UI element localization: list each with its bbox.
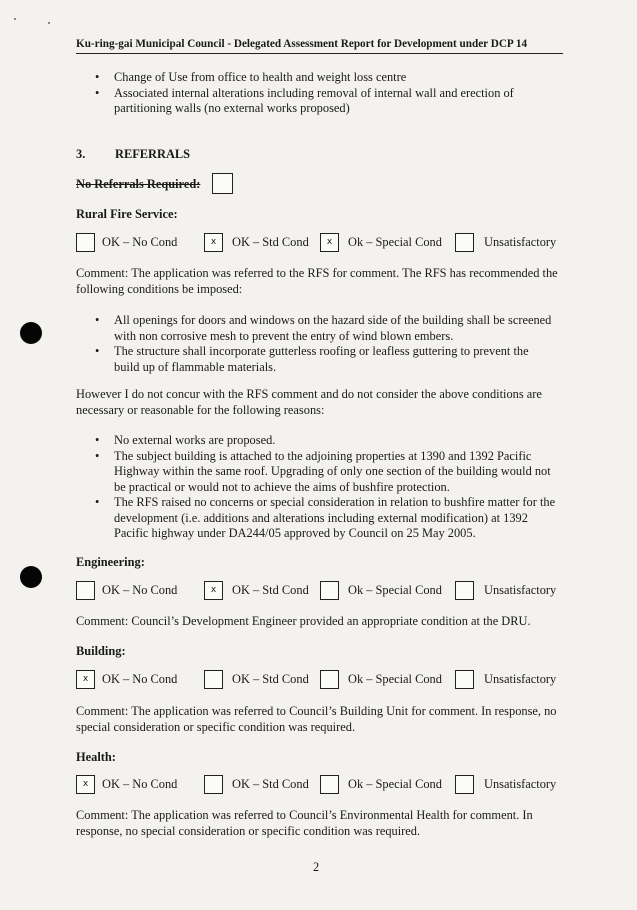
rfs-disagree-text: However I do not concur with the RFS comment and do not consider the above conditions are necessary or reasonable for the following reasons:	[76, 387, 542, 417]
engineering-ok-std-cond-checkbox[interactable]	[204, 581, 223, 600]
intro-bullet-list	[76, 70, 566, 117]
building-unsatisfactory-checkbox[interactable]	[455, 670, 474, 689]
rfs-ok-no-cond-checkbox[interactable]	[76, 233, 95, 252]
engineering-comment: Comment: Council’s Development Engineer provided an appropriate condition at the DRU.	[76, 614, 531, 628]
check-mark: x	[210, 585, 217, 595]
building-ok-special-cond-checkbox[interactable]	[320, 670, 339, 689]
check-mark: x	[82, 779, 89, 789]
building-ok-no-cond-checkbox[interactable]	[76, 670, 95, 689]
check-mark: x	[326, 237, 333, 247]
rfs-checkbox-row	[76, 233, 566, 255]
rfs-ok-special-cond-label: Ok – Special Cond	[348, 235, 442, 249]
health-ok-no-cond-checkbox[interactable]	[76, 775, 95, 794]
rfs-unsatisfactory-label: Unsatisfactory	[484, 235, 557, 249]
list-item: • No external works are proposed.	[95, 433, 276, 447]
building-ok-special-cond-label: Ok – Special Cond	[348, 672, 442, 686]
punch-hole	[20, 566, 42, 588]
list-item: • Change of Use from office to health and weight loss centre	[95, 70, 407, 84]
health-unsatisfactory-checkbox[interactable]	[455, 775, 474, 794]
health-ok-special-cond-label: Ok – Special Cond	[348, 777, 442, 791]
list-item: • The subject building is attached to the adjoining properties at 1390 and 1392 Pacific Highway within the same roof. Upgrading of only one section of the building would not be practical or would not to achieve the aims of bushfire protection.	[95, 448, 551, 494]
no-referrals-checkbox[interactable]	[212, 173, 233, 194]
rfs-ok-special-cond-checkbox[interactable]	[320, 233, 339, 252]
list-item: • The structure shall incorporate gutterless roofing or leafless guttering to prevent the build up of flammable materials.	[95, 344, 529, 374]
engineering-ok-special-cond-label: Ok – Special Cond	[348, 583, 442, 597]
building-ok-no-cond-label: OK – No Cond	[102, 672, 178, 686]
health-ok-std-cond-label: OK – Std Cond	[232, 777, 309, 791]
check-mark: x	[210, 237, 217, 247]
building-ok-std-cond-checkbox[interactable]	[204, 670, 223, 689]
engineering-heading: Engineering:	[76, 555, 145, 569]
engineering-ok-std-cond-label: OK – Std Cond	[232, 583, 309, 597]
building-unsatisfactory-label: Unsatisfactory	[484, 672, 557, 686]
engineering-unsatisfactory-checkbox[interactable]	[455, 581, 474, 600]
building-checkbox-row	[76, 670, 566, 692]
health-unsatisfactory-label: Unsatisfactory	[484, 777, 557, 791]
rfs-reasons-list	[76, 433, 566, 542]
engineering-ok-special-cond-checkbox[interactable]	[320, 581, 339, 600]
building-ok-std-cond-label: OK – Std Cond	[232, 672, 309, 686]
engineering-unsatisfactory-label: Unsatisfactory	[484, 583, 557, 597]
rfs-heading: Rural Fire Service:	[76, 207, 178, 221]
engineering-ok-no-cond-checkbox[interactable]	[76, 581, 95, 600]
page-header: Ku-ring-gai Municipal Council - Delegated Assessment Report for Development under DCP 14	[76, 38, 563, 54]
punch-hole	[20, 322, 42, 344]
rfs-ok-no-cond-label: OK – No Cond	[102, 235, 178, 249]
rfs-comment: Comment: The application was referred to the RFS for comment. The RFS has recommended the following conditions be imposed:	[76, 266, 558, 296]
page-number: 2	[313, 860, 320, 874]
section-number: 3.	[76, 147, 86, 161]
scan-speck	[48, 22, 50, 24]
rfs-ok-std-cond-label: OK – Std Cond	[232, 235, 309, 249]
list-item: • The RFS raised no concerns or special consideration in relation to bushfire matter for the development (i.e. additions and alterations including external modification) at 1392 Pacific highway under DA244/05 approved by Council on 25 May 2005.	[95, 495, 556, 540]
health-comment: Comment: The application was referred to Council’s Environmental Health for comment. In response, no special consideration or specific condition was required.	[76, 808, 533, 838]
building-comment: Comment: The application was referred to Council’s Building Unit for comment. In response, no special consideration or specific condition was required.	[76, 704, 557, 734]
engineering-ok-no-cond-label: OK – No Cond	[102, 583, 178, 597]
health-checkbox-row	[76, 775, 566, 797]
check-mark: x	[82, 674, 89, 684]
health-heading: Health:	[76, 750, 116, 764]
list-item: • All openings for doors and windows on the hazard side of the building shall be screened with non corrosive mesh to prevent the entry of wind blown embers.	[95, 313, 552, 343]
section-title: REFERRALS	[115, 147, 191, 161]
no-referrals-label: No Referrals Required:	[76, 177, 201, 191]
list-item: • Associated internal alterations including removal of internal wall and erection of partitioning walls (no external works proposed)	[95, 85, 514, 115]
scan-speck	[14, 18, 16, 20]
health-ok-std-cond-checkbox[interactable]	[204, 775, 223, 794]
rfs-conditions-list	[76, 313, 566, 375]
rfs-ok-std-cond-checkbox[interactable]	[204, 233, 223, 252]
engineering-checkbox-row	[76, 581, 566, 603]
health-ok-special-cond-checkbox[interactable]	[320, 775, 339, 794]
health-ok-no-cond-label: OK – No Cond	[102, 777, 178, 791]
building-heading: Building:	[76, 644, 126, 658]
rfs-unsatisfactory-checkbox[interactable]	[455, 233, 474, 252]
